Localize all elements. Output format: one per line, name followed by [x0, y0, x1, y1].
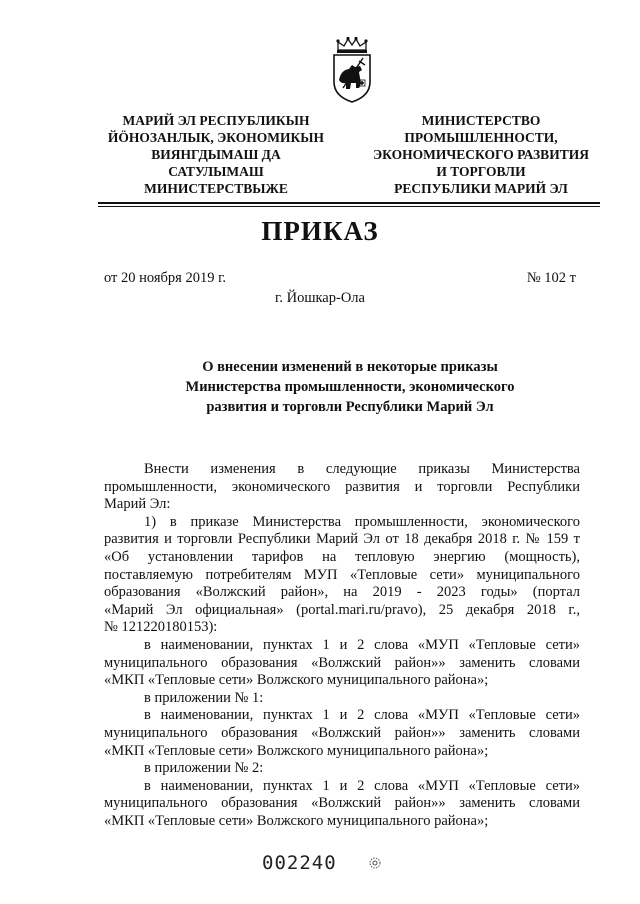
order-subject: [120, 357, 580, 417]
body-line: № 121220180153):: [104, 619, 218, 636]
body-line: в наименовании, пунктах 1 и 2 слова «МУП «Тепловые сети»: [144, 636, 580, 653]
header-left-line: МИНИСТЕРСТВЫЖЕ: [144, 181, 288, 196]
header-divider-thin: [98, 206, 600, 207]
header-divider-thick: [98, 202, 600, 204]
header-right-line: ПРОМЫШЛЕННОСТИ,: [404, 130, 558, 145]
subject-line: Министерства промышленности, экономического: [185, 379, 515, 395]
order-date: от 20 ноября 2019 г.: [104, 270, 227, 286]
body-line: в приложении № 1:: [144, 689, 264, 706]
body-line: муниципального образования «Волжский район»» заменить словами: [104, 654, 580, 671]
body-line: в наименовании, пунктах 1 и 2 слова «МУП «Тепловые сети»: [144, 777, 580, 794]
subject-line: О внесении изменений в некоторые приказы: [202, 359, 498, 375]
order-body: [104, 461, 580, 830]
body-line: «Об установлении тарифов на тепловую энергию (мощность),: [104, 548, 580, 565]
body-line: «Марий Эл официальная» (portal.mari.ru/pravo), 25 декабря 2018 г.,: [104, 601, 580, 618]
header-left-line: САТУЛЫМАШ: [168, 164, 264, 179]
body-line: Внести изменения в следующие приказы Министерства: [144, 461, 580, 477]
header-right-line: РЕСПУБЛИКИ МАРИЙ ЭЛ: [394, 181, 568, 196]
coat-of-arms-emblem-icon: [329, 36, 375, 104]
order-number: № 102 т: [526, 270, 576, 286]
body-line: Марий Эл:: [104, 496, 171, 513]
body-line: муниципального образования «Волжский район»» заменить словами: [104, 795, 580, 812]
header-right-line: МИНИСТЕРСТВО: [421, 113, 541, 128]
document-title: ПРИКАЗ: [261, 216, 379, 246]
body-line: «МКП «Тепловые сети» Волжского муниципального района»;: [104, 742, 489, 759]
asterisk-stamp-mark-icon: [368, 856, 382, 870]
order-city: г. Йошкар-Ола: [275, 290, 365, 306]
body-line: развития и торговли Республики Марий Эл от 18 декабря 2018 г. № 159 т: [104, 531, 580, 548]
body-line: муниципального образования «Волжский район»» заменить словами: [104, 724, 580, 741]
body-line: «МКП «Тепловые сети» Волжского муниципального района»;: [104, 672, 489, 689]
header-ministry-mari: [98, 112, 334, 197]
body-line: в наименовании, пунктах 1 и 2 слова «МУП «Тепловые сети»: [144, 707, 580, 724]
body-line: поставляемую потребителям МУП «Тепловые сети» муниципального: [104, 566, 580, 583]
subject-line: развития и торговли Республики Марий Эл: [206, 399, 494, 415]
header-left-line: ВИЯНГДЫМАШ ДА: [151, 147, 281, 162]
body-line: в приложении № 2:: [144, 760, 264, 777]
serial-number: 002240: [262, 852, 337, 874]
body-line: образования «Волжский район», на 2019 - 2023 годы» (портал: [104, 584, 580, 601]
header-ministry-russian: [360, 112, 602, 197]
body-line: «МКП «Тепловые сети» Волжского муниципального района»;: [104, 812, 489, 829]
body-line: промышленности, экономического развития и торговли Республики: [104, 478, 580, 495]
header-right-line: ЭКОНОМИЧЕСКОГО РАЗВИТИЯ: [373, 147, 589, 162]
body-line: 1) в приказе Министерства промышленности, экономического: [144, 513, 580, 530]
header-left-line: ЙӦНОЗАНЛЫК, ЭКОНОМИКЫН: [107, 130, 325, 145]
header-right-line: И ТОРГОВЛИ: [436, 164, 526, 179]
header-left-line: МАРИЙ ЭЛ РЕСПУБЛИКЫН: [122, 113, 310, 128]
